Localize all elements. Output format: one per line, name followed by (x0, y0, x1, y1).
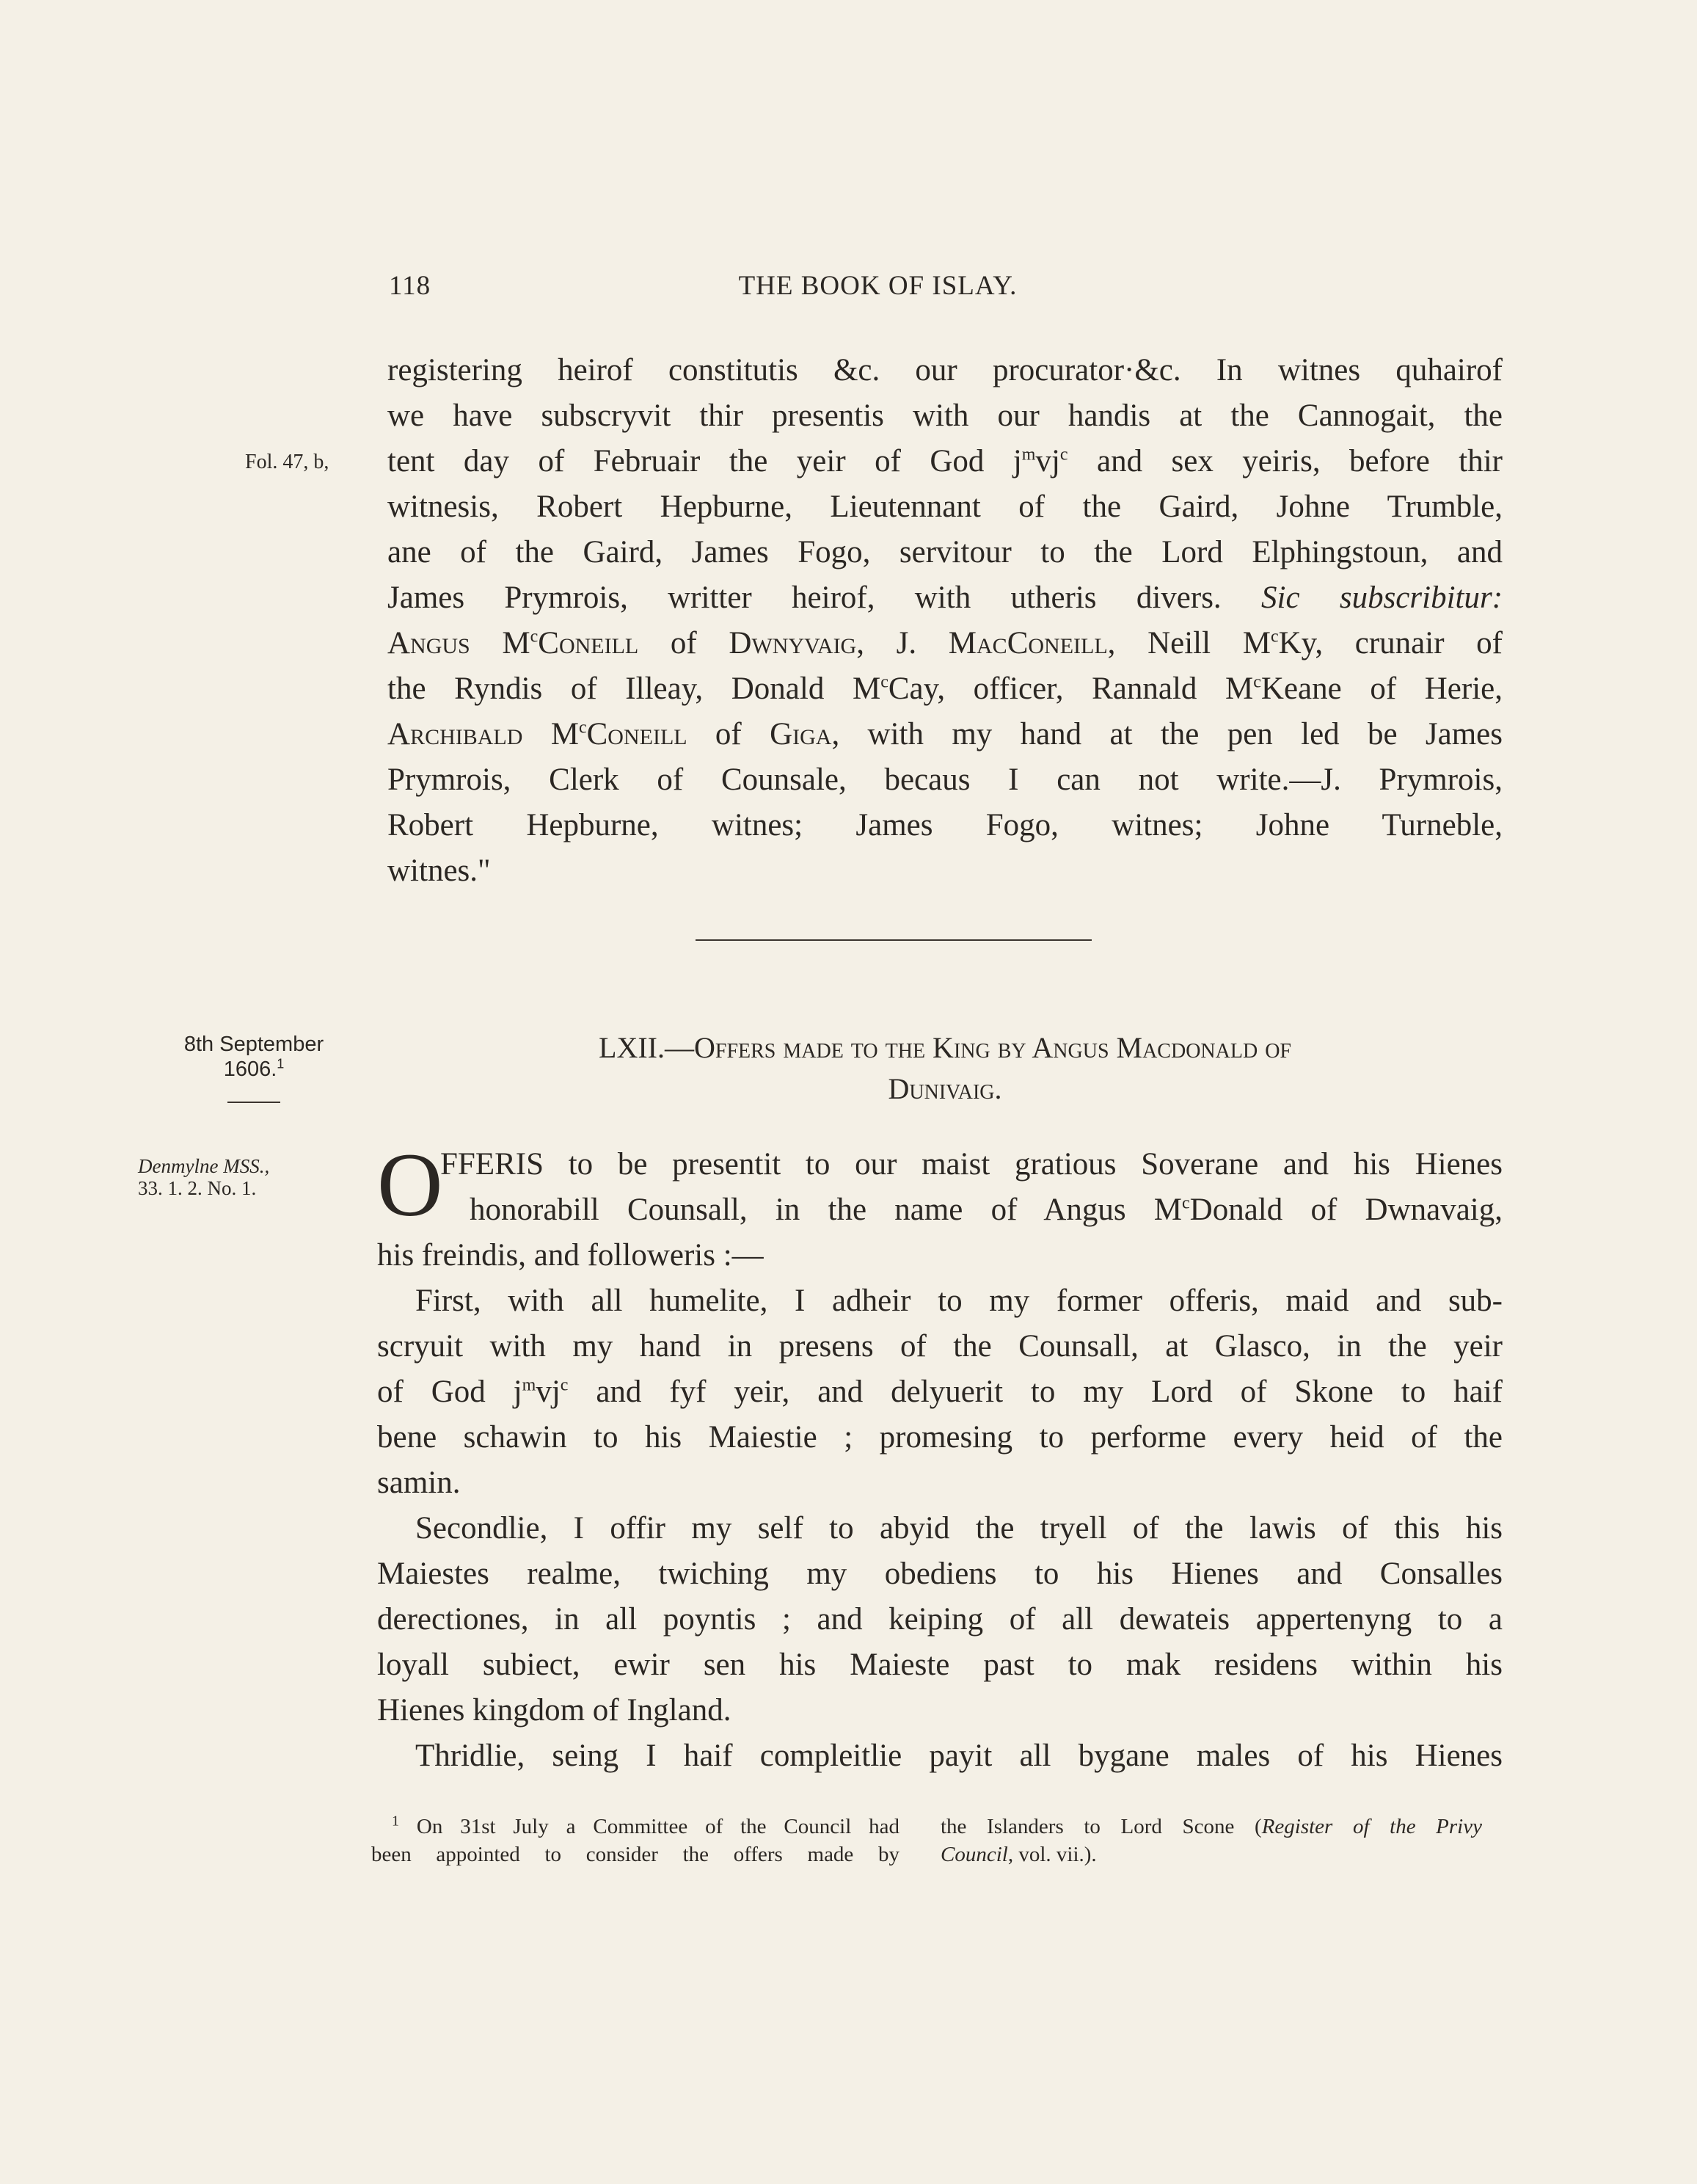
margin-divider (227, 1102, 280, 1103)
continuation-paragraph (387, 348, 1503, 894)
superscript: c (1270, 627, 1279, 647)
section-number: LXII.— (599, 1031, 694, 1064)
superscript: c (1059, 445, 1068, 465)
text-segment: of (638, 626, 729, 660)
text-line: registering heirof constitutis &c. our procurator·&c. In witnes quhairof (387, 353, 1503, 387)
text-segment: , vol. vii.). (1007, 1843, 1097, 1866)
text-segment: James Prymrois, writter heirof, with utheris divers. (387, 580, 1222, 615)
superscript: c (530, 627, 539, 647)
section-divider (696, 939, 1092, 941)
text-segment: of (687, 717, 770, 751)
body-line-indent (440, 1142, 1503, 1233)
text-segment: , with my hand at the pen led be James (831, 717, 1503, 751)
text-line: FFERIS to be presentit to our maist gratious Soverane and his Hienes (440, 1147, 1503, 1182)
text-line: Prymrois, Clerk of Counsale, becaus I can not write.—J. Prymrois, (387, 762, 1503, 797)
section-title: Dunivaig. (888, 1072, 1002, 1105)
person-name: Archibald (387, 717, 523, 751)
body-text (377, 1233, 1503, 1779)
text-segment: Donald of Dwnavaig, (1189, 1193, 1503, 1227)
text-segment: of God j (377, 1375, 522, 1409)
person-name: MacConeill (948, 626, 1108, 660)
margin-date-line (163, 1057, 345, 1082)
superscript: c (560, 1375, 569, 1395)
text-segment: the Islanders to Lord Scone ( (941, 1815, 1262, 1838)
text-line: we have subscryvit thir presentis with our handis at the Cannogait, the (387, 398, 1503, 433)
text-line: samin. (377, 1466, 461, 1500)
text-line: derectiones, in all poyntis ; and keiping of all dewateis appertenyng to a (377, 1602, 1503, 1637)
text-segment: Keane of Herie, (1260, 671, 1503, 706)
text-line: ane of the Gaird, James Fogo, servitour to the Lord Elphingstoun, and (387, 535, 1503, 569)
superscript: c (1182, 1193, 1190, 1213)
italic-phrase: Council (941, 1843, 1008, 1866)
running-title: THE BOOK OF ISLAY. (738, 271, 1018, 301)
superscript: m (1021, 445, 1036, 465)
text-line (377, 1369, 1503, 1415)
text-segment: vj (1035, 444, 1060, 478)
footnote-left-column (371, 1813, 899, 1868)
text-line: Robert Hepburne, witnes; James Fogo, witnes; Johne Turneble, (387, 808, 1503, 842)
text-segment: M (522, 717, 579, 751)
margin-source-line: 33. 1. 2. No. 1. (138, 1177, 257, 1199)
text-line: witnes." (387, 853, 491, 888)
margin-source-line: Denmylne MSS., (138, 1155, 270, 1177)
text-segment: , Neill M (1107, 626, 1271, 660)
margin-date-line: 8th September (183, 1033, 324, 1056)
text-line: his freindis, and followeris :— (377, 1238, 764, 1273)
text-line (387, 712, 1503, 757)
text-line: scryuit with my hand in presens of the Counsall, at Glasco, in the yeir (377, 1329, 1503, 1364)
footnote-right-column (941, 1813, 1482, 1868)
text-line: Thridlie, seing I haif compleitlie payit all bygane males of his Hienes (415, 1739, 1503, 1773)
folio-reference: Fol. 47, b, (245, 451, 329, 473)
text-segment: Cay, officer, Rannald M (888, 671, 1254, 706)
footnote-line (941, 1813, 1482, 1841)
footnote-line (941, 1841, 1482, 1868)
footnote-marker: 1 (392, 1813, 399, 1830)
italic-phrase: Register of the Privy (1261, 1815, 1482, 1838)
text-segment: tent day of Februair the yeir of God j (387, 444, 1022, 478)
text-line: Hienes kingdom of Ingland. (377, 1693, 731, 1728)
section-heading (387, 1027, 1503, 1110)
superscript: c (880, 672, 888, 692)
superscript: m (522, 1375, 536, 1395)
italic-phrase: Sic subscribitur: (1261, 580, 1503, 615)
person-name: Coneill (586, 717, 687, 751)
text-segment: and sex yeiris, before thir (1068, 444, 1503, 478)
text-line: bene schawin to his Maiestie ; promesing to performe every heid of the (377, 1420, 1503, 1455)
superscript: c (1253, 672, 1261, 692)
person-name: Angus (387, 626, 470, 660)
text-line: Maiestes realme, twiching my obediens to his Hienes and Consalles (377, 1557, 1503, 1591)
place-name: Dwnyvaig (729, 626, 857, 660)
place-name: Giga (770, 717, 832, 751)
text-line (387, 666, 1503, 712)
text-segment: , J. (856, 626, 949, 660)
text-segment: On 31st July a Committee of the Council had (416, 1815, 899, 1838)
text-line (387, 439, 1503, 484)
person-name: Coneill (538, 626, 639, 660)
text-line (387, 621, 1503, 666)
margin-date (163, 1032, 345, 1082)
text-line: loyall subiect, ewir sen his Maieste past to mak residens within his (377, 1648, 1503, 1682)
footnote-marker: 1 (277, 1056, 285, 1071)
text-segment: and fyf yeir, and delyuerit to my Lord of Skone to haif (568, 1375, 1503, 1409)
superscript: c (578, 718, 587, 738)
text-line: Secondlie, I offir my self to abyid the tryell of the lawis of this his (415, 1511, 1503, 1546)
text-segment: honorabill Counsall, in the name of Angus M (470, 1193, 1183, 1227)
drop-cap: O (377, 1135, 443, 1235)
text-segment: Ky, crunair of (1278, 626, 1503, 660)
text-line (440, 1187, 1503, 1233)
text-segment: vj (536, 1375, 561, 1409)
footnote-line (371, 1813, 899, 1841)
text-segment: M (502, 626, 530, 660)
section-heading-line (387, 1027, 1503, 1069)
text-line: First, with all humelite, I adheir to my former offeris, maid and sub- (415, 1284, 1503, 1318)
text-line: witnesis, Robert Hepburne, Lieutennant of the Gaird, Johne Trumble, (387, 489, 1503, 524)
text-line (387, 575, 1503, 621)
margin-source (138, 1155, 269, 1199)
footnote-line: been appointed to consider the offers made by (371, 1843, 899, 1866)
text-segment: 1606. (223, 1058, 277, 1081)
section-title: Offers made to the King by Angus Macdonald of (693, 1031, 1291, 1064)
text-segment: the Ryndis of Illeay, Donald M (387, 671, 881, 706)
page-number: 118 (389, 271, 431, 301)
